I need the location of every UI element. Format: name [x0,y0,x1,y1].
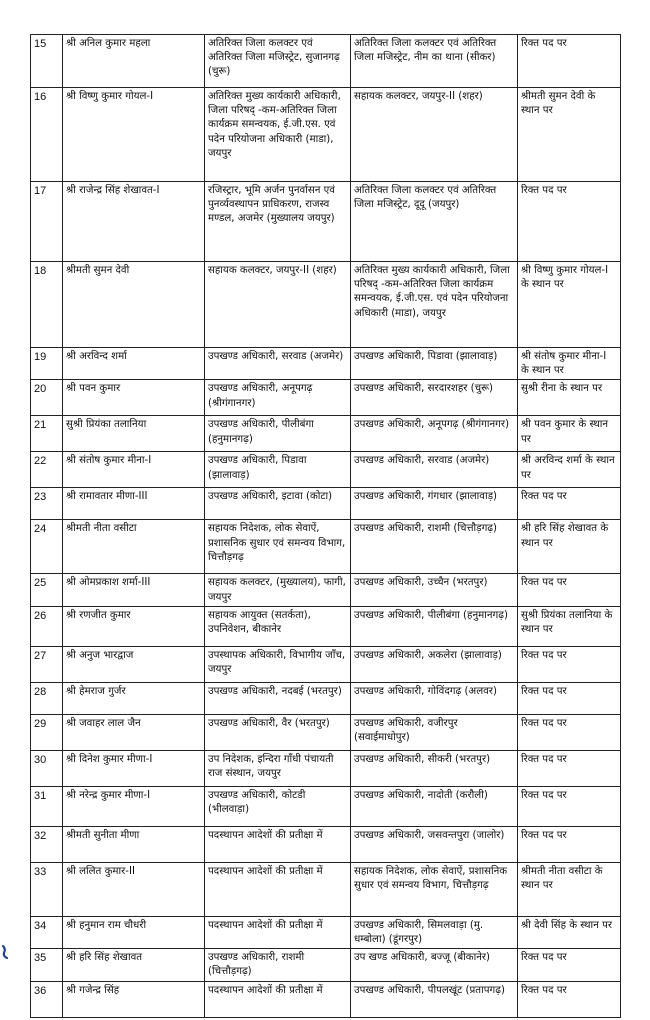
remark-cell: रिक्त पद पर [518,35,621,88]
table-row [31,348,621,380]
officer-name-cell: श्रीमती सुमन देवी [63,262,205,348]
serial-number-cell: 16 [31,88,63,182]
table-row [31,714,621,750]
table-body [31,35,621,1018]
remark-cell: रिक्त पद पर [518,981,621,1017]
new-posting-cell: उपखण्ड अधिकारी, अनूपगढ़ (श्रीगंगानगर) [351,416,518,452]
officer-name-cell: श्री नरेन्द्र कुमार मीणा-I [63,786,205,826]
table-row [31,182,621,262]
officer-name-cell: श्री ललित कुमार-II [63,862,205,916]
serial-number-cell: 25 [31,574,63,606]
table-row [31,416,621,452]
remark-cell: रिक्त पद पर [518,714,621,750]
table-row [31,88,621,182]
current-posting-cell: उपखण्ड अधिकारी, अनूपगढ़ (श्रीगंगानगर) [205,380,351,416]
serial-number-cell: 19 [31,348,63,380]
table-row [31,682,621,714]
table-row [31,452,621,488]
new-posting-cell: सहायक निदेशक, लोक सेवाऐं, प्रशासनिक सुधार एवं समन्वय विभाग, चित्तौड़गढ़ [351,862,518,916]
remark-cell: सुश्री प्रियंका तलानिया के स्थान पर [518,606,621,646]
current-posting-cell: पदस्थापन आदेशों की प्रतीक्षा में [205,826,351,862]
officer-name-cell: श्री विष्णु कुमार गोयल-I [63,88,205,182]
current-posting-cell: सहायक आयुक्त (सतर्कता), उपनिवेशन, बीकानेर [205,606,351,646]
remark-cell: श्री अरविन्द शर्मा के स्थान पर [518,452,621,488]
officer-name-cell: सुश्री प्रियंका तलानिया [63,416,205,452]
table-row [31,646,621,682]
remark-cell: श्रीमती सुमन देवी के स्थान पर [518,88,621,182]
remark-cell: श्रीमती नीता वसीटा के स्थान पर [518,862,621,916]
officer-name-cell: श्री दिनेश कुमार मीणा-I [63,750,205,786]
current-posting-cell: पदस्थापन आदेशों की प्रतीक्षा में [205,916,351,948]
new-posting-cell: उप खण्ड अधिकारी, बज्जू (बीकानेर) [351,949,518,981]
serial-number-cell: 20 [31,380,63,416]
current-posting-cell: सहायक कलक्टर, (मुख्यालय), फागी, जयपुर [205,574,351,606]
serial-number-cell: 24 [31,520,63,574]
serial-number-cell: 35 [31,949,63,981]
officer-name-cell: श्री जवाहर लाल जैन [63,714,205,750]
remark-cell: श्री हरि सिंह शेखावत के स्थान पर [518,520,621,574]
serial-number-cell: 28 [31,682,63,714]
new-posting-cell: उपखण्ड अधिकारी, पिडावा (झालावाड़) [351,348,518,380]
serial-number-cell: 22 [31,452,63,488]
remark-cell: रिक्त पद पर [518,786,621,826]
serial-number-cell: 32 [31,826,63,862]
current-posting-cell: सहायक कलक्टर, जयपुर-II (शहर) [205,262,351,348]
officer-name-cell: श्री हनुमान राम चौधरी [63,916,205,948]
pen-mark-icon [0,944,14,960]
remark-cell: रिक्त पद पर [518,646,621,682]
current-posting-cell: उपस्थापक अधिकारी, विभागीय जाँच, जयपुर [205,646,351,682]
table-row [31,35,621,88]
remark-cell: रिक्त पद पर [518,574,621,606]
serial-number-cell: 23 [31,488,63,520]
officer-name-cell: श्री राजेन्द्र सिंह शेखावत-I [63,182,205,262]
new-posting-cell: उपखण्ड अधिकारी, राशमी (चित्तौड़गढ़) [351,520,518,574]
remark-cell: श्री पवन कुमार के स्थान पर [518,416,621,452]
current-posting-cell: उप निदेशक, इन्दिरा गाँधी पंचायती राज संस्थान, जयपुर [205,750,351,786]
new-posting-cell: उपखण्ड अधिकारी, नादोती (करौली) [351,786,518,826]
remark-cell: रिक्त पद पर [518,488,621,520]
serial-number-cell: 21 [31,416,63,452]
new-posting-cell: उपखण्ड अधिकारी, पीलीबंगा (हनुमानगढ़) [351,606,518,646]
remark-cell: सुश्री रीना के स्थान पर [518,380,621,416]
table-row [31,262,621,348]
current-posting-cell: उपखण्ड अधिकारी, सरवाड (अजमेर) [205,348,351,380]
new-posting-cell: उपखण्ड अधिकारी, सरवाड (अजमेर) [351,452,518,488]
officer-name-cell: श्रीमती सुनीता मीणा [63,826,205,862]
new-posting-cell: उपखण्ड अधिकारी, पीपलखूंट (प्रतापगढ़) [351,981,518,1017]
new-posting-cell: सहायक कलक्टर, जयपुर-II (शहर) [351,88,518,182]
new-posting-cell: उपखण्ड अधिकारी, अकलेरा (झालावाड़) [351,646,518,682]
new-posting-cell: उपखण्ड अधिकारी, सीकरी (भरतपुर) [351,750,518,786]
table-row [31,606,621,646]
current-posting-cell: उपखण्ड अधिकारी, नदबई (भरतपुर) [205,682,351,714]
remark-cell: रिक्त पद पर [518,826,621,862]
remark-cell: रिक्त पद पर [518,182,621,262]
table-row [31,786,621,826]
current-posting-cell: अतिरिक्त जिला कलक्टर एवं अतिरिक्त जिला मजिस्ट्रेट, सुजानगढ़ (चुरू) [205,35,351,88]
table-row [31,826,621,862]
remark-cell: श्री देवी सिंह के स्थान पर [518,916,621,948]
serial-number-cell: 27 [31,646,63,682]
officer-name-cell: श्री हेमराज गुर्जर [63,682,205,714]
table-row [31,488,621,520]
table-row [31,916,621,948]
officer-name-cell: श्री ओमप्रकाश शर्मा-III [63,574,205,606]
current-posting-cell: रजिस्ट्रार, भूमि अर्जन पुनर्वासन एवं पुनर्व्यवस्थापन प्राधिकरण, राजस्व मण्डल, अजमेर (मुख्यालय जयपुर) [205,182,351,262]
new-posting-cell: उपखण्ड अधिकारी, गोविंदगढ़ (अलवर) [351,682,518,714]
serial-number-cell: 31 [31,786,63,826]
serial-number-cell: 36 [31,981,63,1017]
officer-name-cell: श्री रामावतार मीणा-III [63,488,205,520]
new-posting-cell: अतिरिक्त जिला कलक्टर एवं अतिरिक्त जिला मजिस्ट्रेट, नीम का थाना (सीकर) [351,35,518,88]
current-posting-cell: पदस्थापन आदेशों की प्रतीक्षा में [205,981,351,1017]
table-row [31,520,621,574]
serial-number-cell: 26 [31,606,63,646]
new-posting-cell: उपखण्ड अधिकारी, वजीरपुर (सवाईमाधोपुर) [351,714,518,750]
serial-number-cell: 17 [31,182,63,262]
officer-name-cell: श्री रणजीत कुमार [63,606,205,646]
serial-number-cell: 18 [31,262,63,348]
officer-name-cell: श्री पवन कुमार [63,380,205,416]
table-row [31,380,621,416]
officer-name-cell: श्री हरि सिंह शेखावत [63,949,205,981]
remark-cell: श्री विष्णु कुमार गोयल-I के स्थान पर [518,262,621,348]
new-posting-cell: अतिरिक्त मुख्य कार्यकारी अधिकारी, जिला परिषद् -कम-अतिरिक्त जिला कार्यक्रम समन्वयक, ई.जी.एस. एवं पदेन परियोजना अधिकारी (माडा), जयपुर [351,262,518,348]
new-posting-cell: उपखण्ड अधिकारी, जसवन्तपुरा (जालोर) [351,826,518,862]
transfer-list-table [30,34,621,1018]
officer-name-cell: श्रीमती नीता वसीटा [63,520,205,574]
remark-cell: रिक्त पद पर [518,682,621,714]
new-posting-cell: उपखण्ड अधिकारी, सिमलवाड़ा (मु. धम्बोला) (डूंगरपुर) [351,916,518,948]
serial-number-cell: 15 [31,35,63,88]
remark-cell: रिक्त पद पर [518,750,621,786]
new-posting-cell: अतिरिक्त जिला कलक्टर एवं अतिरिक्त जिला मजिस्ट्रेट, दूदू (जयपुर) [351,182,518,262]
new-posting-cell: उपखण्ड अधिकारी, सरदारशहर (चुरू) [351,380,518,416]
table-row [31,981,621,1017]
serial-number-cell: 33 [31,862,63,916]
remark-cell: रिक्त पद पर [518,949,621,981]
table-row [31,949,621,981]
current-posting-cell: उपखण्ड अधिकारी, पिडावा (झालावाड़) [205,452,351,488]
current-posting-cell: अतिरिक्त मुख्य कार्यकारी अधिकारी, जिला परिषद् -कम-अतिरिक्त जिला कार्यक्रम समन्वयक, ई.जी.एस. एवं पदेन परियोजना अधिकारी (माडा), जयपुर [205,88,351,182]
serial-number-cell: 29 [31,714,63,750]
officer-name-cell: श्री गजेन्द्र सिंह [63,981,205,1017]
current-posting-cell: पदस्थापन आदेशों की प्रतीक्षा में [205,862,351,916]
officer-name-cell: श्री अरविन्द शर्मा [63,348,205,380]
table-row [31,750,621,786]
serial-number-cell: 34 [31,916,63,948]
table-row [31,574,621,606]
current-posting-cell: उपखण्ड अधिकारी, कोटडी (भीलवाड़ा) [205,786,351,826]
new-posting-cell: उपखण्ड अधिकारी, उच्चैन (भरतपुर) [351,574,518,606]
current-posting-cell: सहायक निदेशक, लोक सेवाऐं, प्रशासनिक सुधार एवं समन्वय विभाग, चित्तौड़गढ़ [205,520,351,574]
remark-cell: श्री संतोष कुमार मीना-I के स्थान पर [518,348,621,380]
current-posting-cell: उपखण्ड अधिकारी, राशमी (चित्तौड़गढ़) [205,949,351,981]
new-posting-cell: उपखण्ड अधिकारी, गंगधार (झालावाड़) [351,488,518,520]
table-row [31,862,621,916]
officer-name-cell: श्री अनिल कुमार महला [63,35,205,88]
serial-number-cell: 30 [31,750,63,786]
current-posting-cell: उपखण्ड अधिकारी, वैर (भरतपुर) [205,714,351,750]
officer-name-cell: श्री संतोष कुमार मीना-I [63,452,205,488]
current-posting-cell: उपखण्ड अधिकारी, इटावा (कोटा) [205,488,351,520]
current-posting-cell: उपखण्ड अधिकारी, पीलीबंगा (हनुमानगढ़) [205,416,351,452]
officer-name-cell: श्री अनुज भारद्वाज [63,646,205,682]
